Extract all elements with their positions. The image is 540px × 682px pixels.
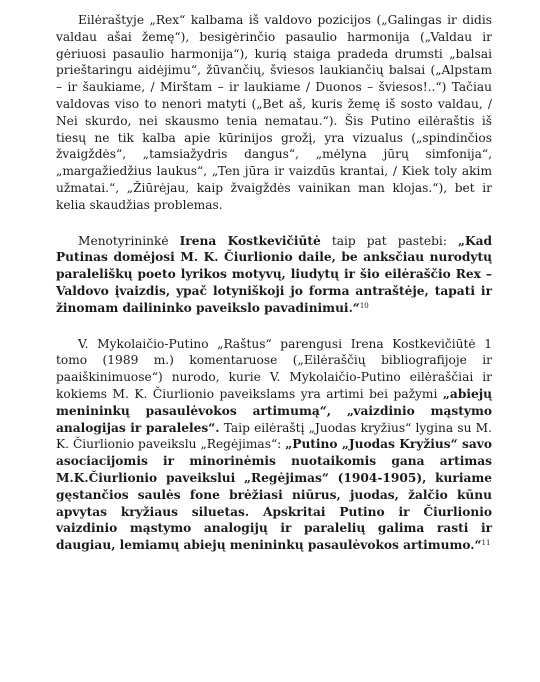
bold-phrase: „abiejų menininkų pasaulėvokos artimumą“, „vaizdinio mąstymo analogijas ir paraleles“. — [56, 386, 492, 435]
bold-quote: „Kad Putinas domėjosi M. K. Čiurlionio daile, be anksčiau nurodytų paraleliškų poeto lyrikos motyvų, liudytų ir šio eilėraščio Rex – Valdovo įvaizdis, ypač lotyniškoji jo forma antraštėje, tapati ir žinomam dailininko paveikslo pavadinimui.“ — [56, 233, 492, 315]
footnote-ref: 10 — [359, 301, 369, 310]
author-name: Irena Kostkevičiūtė — [179, 233, 321, 248]
paragraph-rex-analysis — [56, 12, 492, 214]
footnote-ref: 11 — [481, 539, 491, 548]
paragraph-text: V. Mykolaičio-Putino „Raštus“ parengusi Irena Kostkevičiūtė 1 tomo (1989 m.) komentaruose („Eilėraščių bibliografijoje ir paaiškinimuose“) nurodo, kurie V. Mykolaičio-Putino eilėraščiai ir kokiems M. K. Čiurlionio paveikslams yra artimi bei pažymi — [56, 336, 492, 401]
paragraph-text: Taip eilėraštį „Juodas kryžius“ lygina su M. K. Čiurlionio paveikslu „Regėjimas“: — [56, 420, 492, 452]
bold-quote: „Putino „Juodas Kryžius“ savo asociacijomis ir minorinėmis nuotaikomis gana artimas M.K.Čiurlionio paveikslui „Regėjimas“ (1904-1905), kuriame gęstančios saulės fone brėžiasi niūrus, juodas, žalčio kūnu apvytas kryžiaus siluetas. Apskritai Putino ir Čiurlionio vaizdinio mąstymo analogijų ir paralelių galima rasti ir daugiau, lemiamų abiejų menininkų pasaulėvokos artimumo.“ — [56, 437, 492, 553]
paragraph-text: Eilėraštyje „Rex“ kalbama iš valdovo pozicijos („Galingas ir didis valdau ašai žemę“), besigėrinčio pasaulio harmonija („Valdau ir gėriuosi pasaulio harmonija“), kurią staiga pradeda drumsti „balsai prieštaringu aidėjimu“, žūvančių, šviesos laukiančių balsai („Alpstam – ir šaukiame, / Mirštam – ir laukiame / Duonos – šviesos!..“) Tačiau valdovas viso to nenori matyti („Bet aš, kuris žemę iš sosto valdau, / Nei skurdo, nei skausmo tenia nematau.“). Šis Putino eilėraštis iš tiesų ne tik kalba apie kūrinijos grožį, yra vizualus („spindinčios žvaigždės“, „tamsiažydris dangus“, „mėlyna jūrų simfonija“, „margažiedžius laukus“, „Ten jūra ir vaizdūs krantai, / Kiek toly akim užmatai.“, „Žiūrėjau, kaip žvaigždės vainikan man klojas.“), bet ir kelia skaudžias problemas. — [56, 13, 492, 212]
paragraph-rastai-commentary — [56, 336, 492, 554]
paragraph-text: taip pat pastebi: — [320, 233, 458, 248]
paragraph-kostkeviciute-quote — [56, 233, 492, 317]
paragraph-text: Menotyrininkė — [78, 233, 180, 248]
